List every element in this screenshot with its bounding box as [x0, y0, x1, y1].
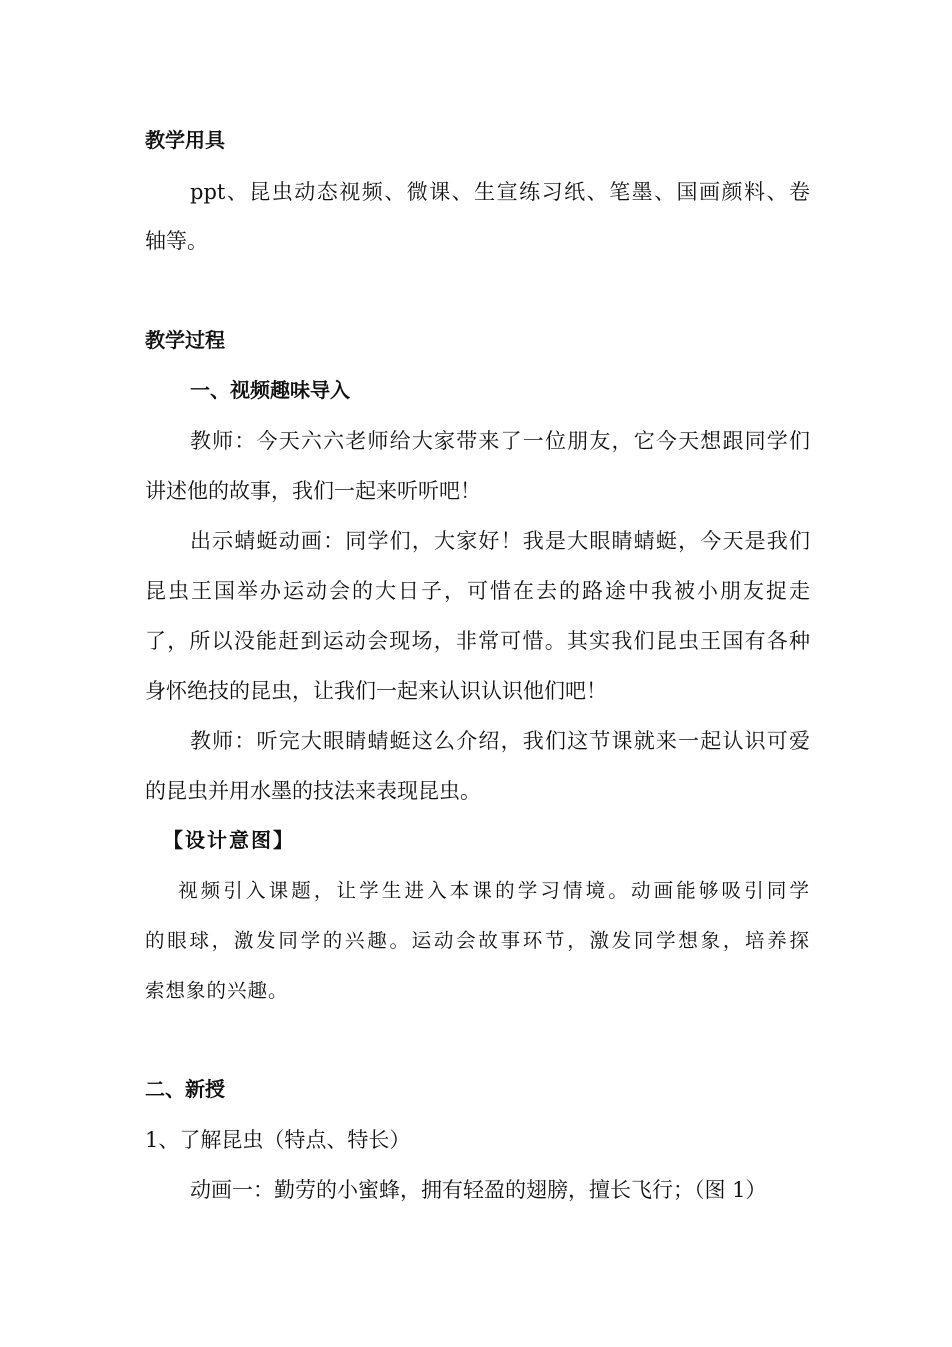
- new-lesson-heading: 二、新授: [145, 1077, 225, 1101]
- teaching-process-heading: 教学过程: [145, 328, 225, 352]
- para-2-line-4: 身怀绝技的昆虫，让我们一起来认识认识他们吧！: [145, 679, 607, 703]
- teaching-tools-line-1: ppt、昆虫动态视频、微课、生宣练习纸、笔墨、国画颜料、卷: [190, 180, 810, 204]
- para-2-line-2: 昆虫王国举办运动会的大日子，可惜在去的路途中我被小朋友捉走: [145, 579, 810, 603]
- design-intent-title: 【设计意图】: [163, 828, 295, 852]
- para-2-line-3: 了，所以没能赶到运动会现场，非常可惜。其实我们昆虫王国有各种: [145, 629, 810, 653]
- para-2-line-1: 出示蜻蜓动画：同学们，大家好！我是大眼睛蜻蜓，今天是我们: [190, 529, 810, 553]
- design-intent-line-3: 索想象的兴趣。: [145, 979, 289, 1002]
- para-1-line-1: 教师：今天六六老师给大家带来了一位朋友，它今天想跟同学们: [190, 429, 810, 453]
- design-intent-line-1: 视频引入课题，让学生进入本课的学习情境。动画能够吸引同学: [178, 879, 810, 902]
- teaching-tools-line-2: 轴等。: [145, 229, 208, 253]
- animation-1-line: 动画一：勤劳的小蜜蜂，拥有轻盈的翅膀，擅长飞行；（图 1）: [190, 1178, 767, 1202]
- new-lesson-subheading-1: 1、了解昆虫（特点、特长）: [145, 1128, 411, 1152]
- para-3-line-1: 教师：听完大眼睛蜻蜓这么介绍，我们这节课就来一起认识可爱: [190, 729, 810, 753]
- para-3-line-2: 的昆虫并用水墨的技法来表现昆虫。: [145, 779, 481, 803]
- section-1-heading: 一、视频趣味导入: [190, 378, 350, 402]
- teaching-tools-heading: 教学用具: [145, 128, 225, 152]
- para-1-line-2: 讲述他的故事，我们一起来听听吧！: [145, 479, 481, 503]
- design-intent-line-2: 的眼球，激发同学的兴趣。运动会故事环节，激发同学想象，培养探: [145, 929, 810, 952]
